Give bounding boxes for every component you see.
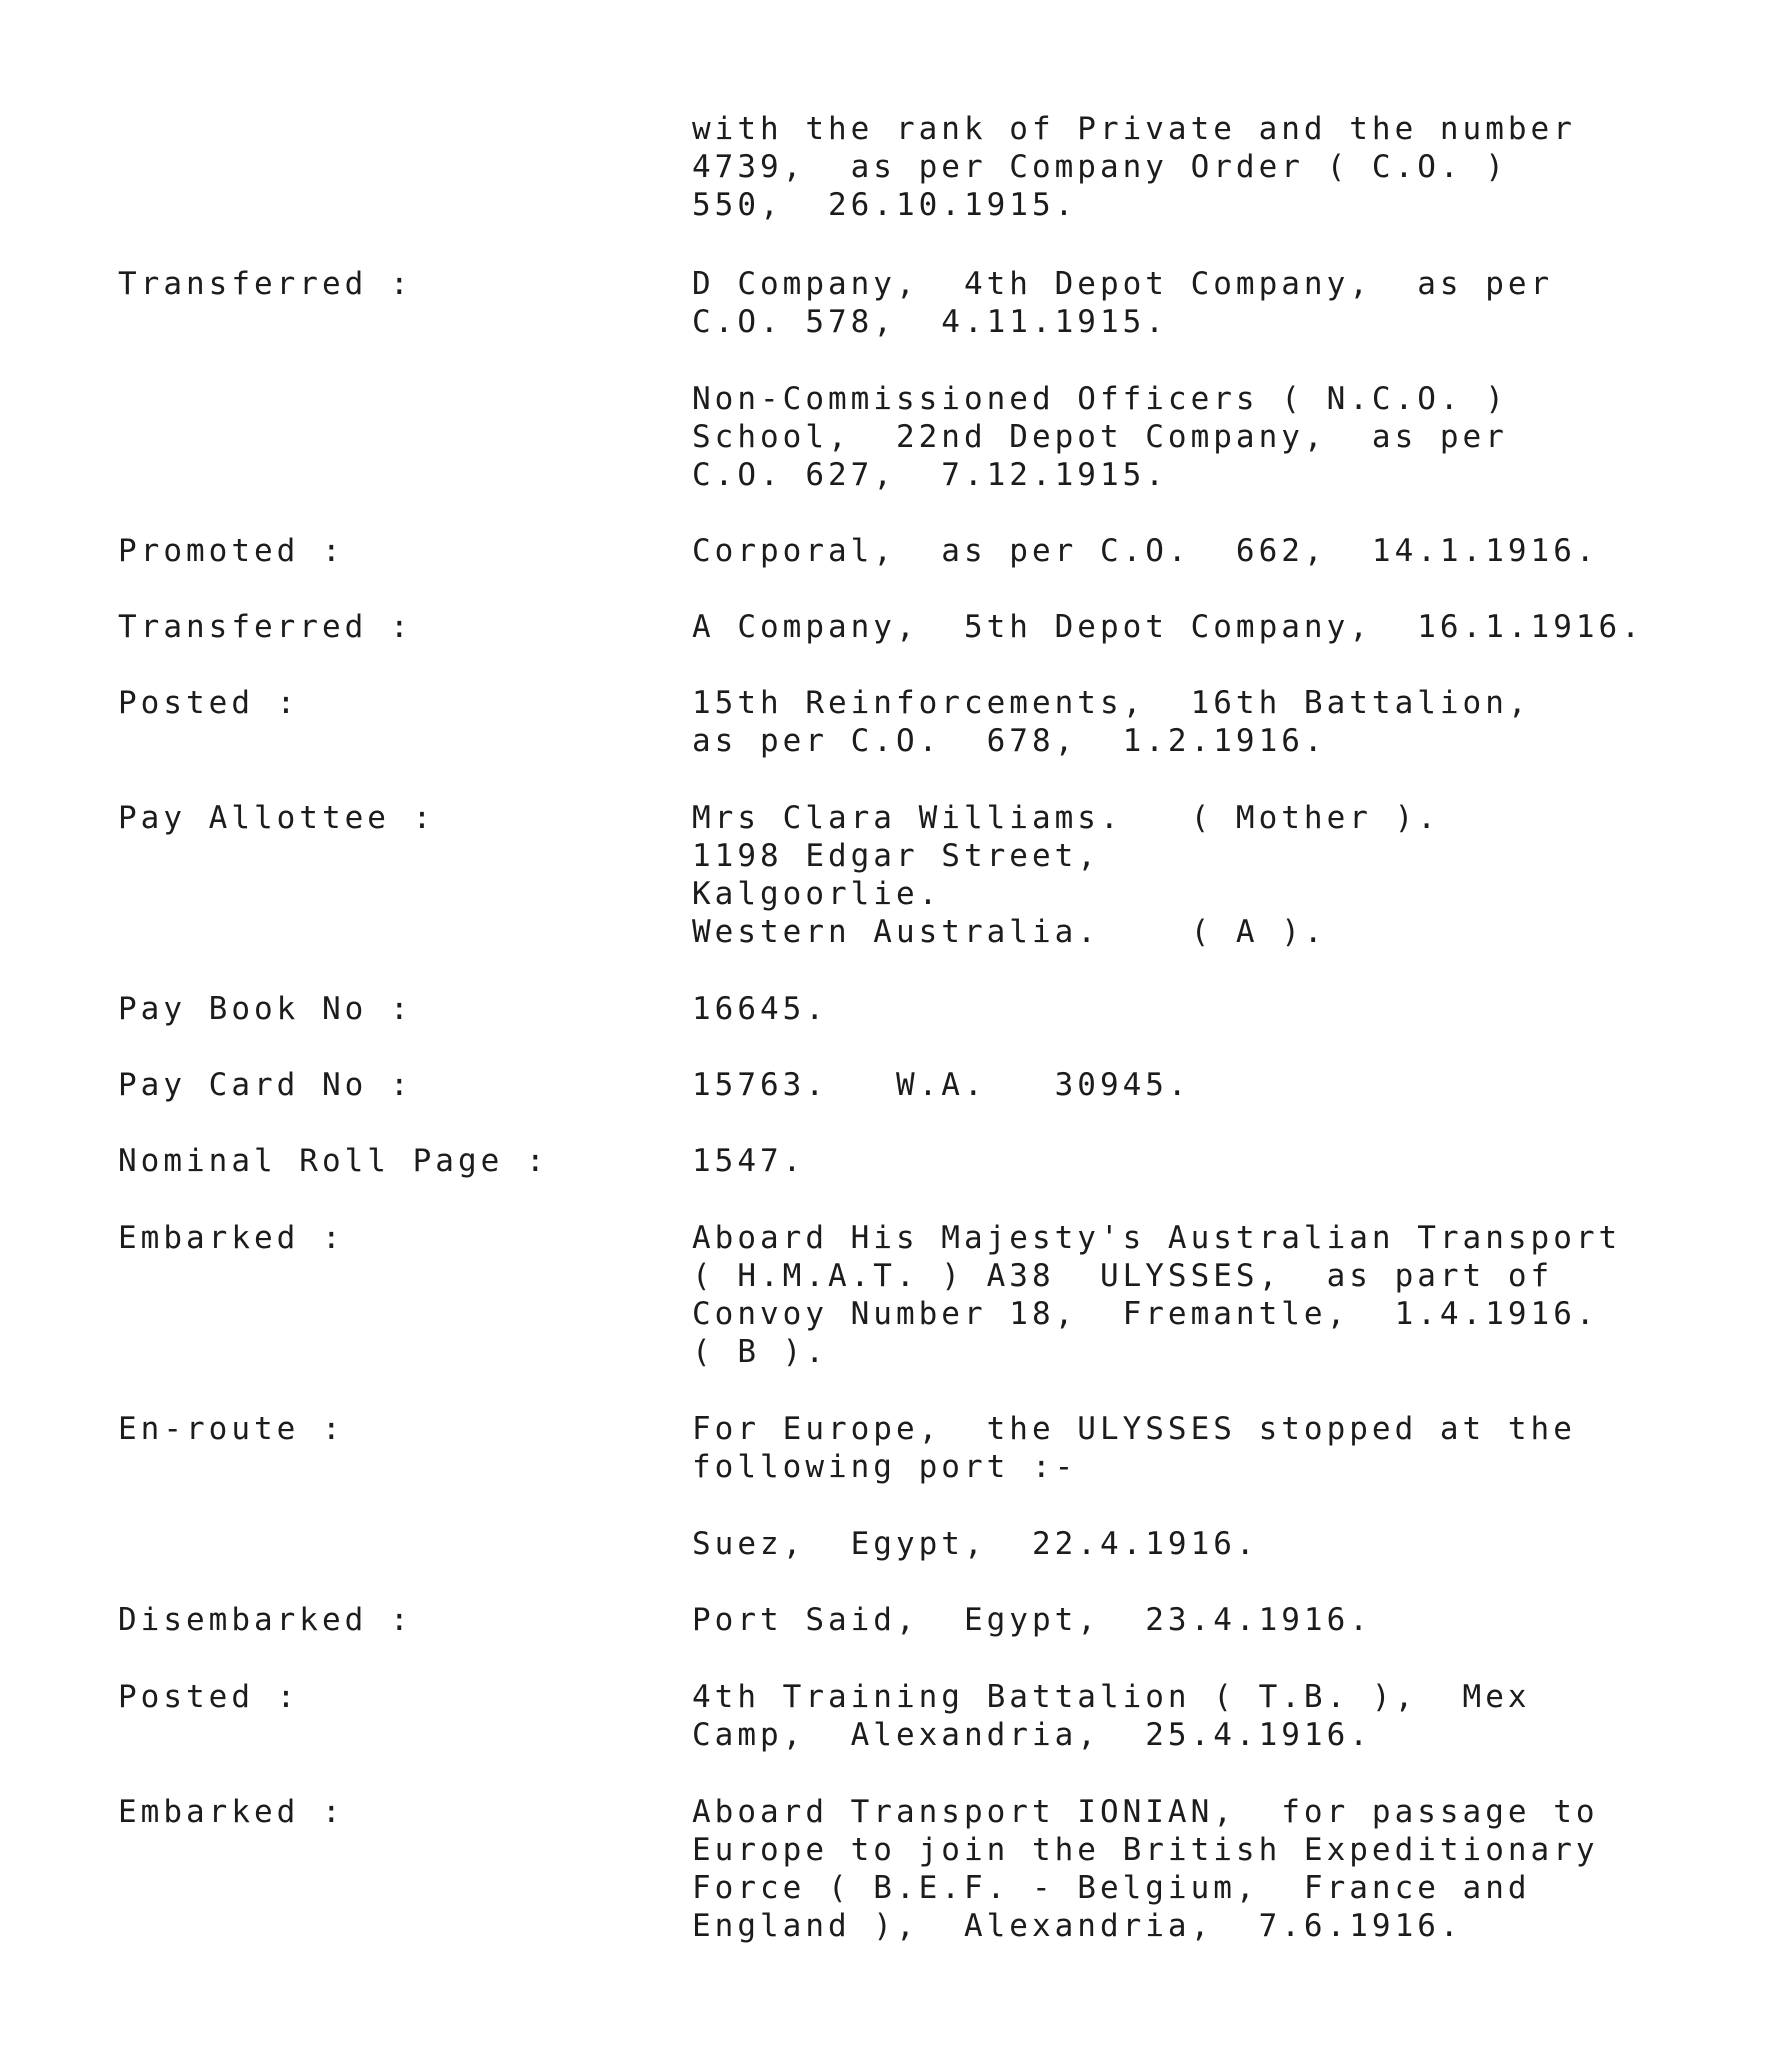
entry-value-line: Non-Commissioned Officers ( N.C.O. ) [692,381,1508,417]
entry-label-nominal-roll-page: Nominal Roll Page : [118,1143,549,1179]
entry-label-pay-allottee: Pay Allottee : [118,800,436,836]
entry-value-line: England ), Alexandria, 7.6.1916. [692,1908,1463,1944]
entry-label-embarked: Embarked : [118,1794,345,1830]
entry-value-line: 4th Training Battalion ( T.B. ), Mex [692,1679,1531,1715]
entry-label-pay-book-no: Pay Book No : [118,991,413,1027]
entry-label-pay-card-no: Pay Card No : [118,1067,413,1103]
entry-value-line: A Company, 5th Depot Company, 16.1.1916. [692,609,1644,645]
entry-value-line: ( H.M.A.T. ) A38 ULYSSES, as part of [692,1258,1554,1294]
entry-value-line: 1198 Edgar Street, [692,838,1100,874]
entry-value-line: following port :- [692,1449,1078,1485]
entry-label-posted: Posted : [118,1679,300,1715]
intro-line: with the rank of Private and the number [692,111,1576,147]
entry-value-line: 15763. W.A. 30945. [692,1067,1191,1103]
intro-line: 550, 26.10.1915. [692,187,1078,223]
entry-value-line: C.O. 578, 4.11.1915. [692,304,1168,340]
entry-label-transferred: Transferred : [118,266,413,302]
entry-label-en-route: En-route : [118,1411,345,1447]
entry-value-line: Port Said, Egypt, 23.4.1916. [692,1602,1372,1638]
entry-value-line: Europe to join the British Expeditionary [692,1832,1599,1868]
entry-label-transferred: Transferred : [118,609,413,645]
entry-value-line: Mrs Clara Williams. ( Mother ). [692,800,1440,836]
entry-value-line: 15th Reinforcements, 16th Battalion, [692,685,1531,721]
entry-value-line: Corporal, as per C.O. 662, 14.1.1916. [692,533,1599,569]
entry-value-line: Western Australia. ( A ). [692,914,1327,950]
entry-label-promoted: Promoted : [118,533,345,569]
entry-value-line: as per C.O. 678, 1.2.1916. [692,723,1327,759]
entry-label-posted: Posted : [118,685,300,721]
entry-value-line: Force ( B.E.F. - Belgium, France and [692,1870,1531,1906]
entry-label-embarked: Embarked : [118,1220,345,1256]
entry-value-line: ( B ). [692,1334,828,1370]
entry-value-line: Convoy Number 18, Fremantle, 1.4.1916. [692,1296,1599,1332]
entry-value-line: Aboard His Majesty's Australian Transport [692,1220,1622,1256]
entry-value-line: For Europe, the ULYSSES stopped at the [692,1411,1576,1447]
entry-value-line: C.O. 627, 7.12.1915. [692,457,1168,493]
entry-value-line: Camp, Alexandria, 25.4.1916. [692,1717,1372,1753]
entry-value-line: D Company, 4th Depot Company, as per [692,266,1554,302]
entry-value-line: Aboard Transport IONIAN, for passage to [692,1794,1599,1830]
entry-value-line: School, 22nd Depot Company, as per [692,419,1508,455]
entry-value-line: Suez, Egypt, 22.4.1916. [692,1526,1259,1562]
intro-line: 4739, as per Company Order ( C.O. ) [692,149,1508,185]
entry-label-disembarked: Disembarked : [118,1602,413,1638]
entry-value-line: 16645. [692,991,828,1027]
entry-value-line: Kalgoorlie. [692,876,942,912]
entry-value-line: 1547. [692,1143,806,1179]
